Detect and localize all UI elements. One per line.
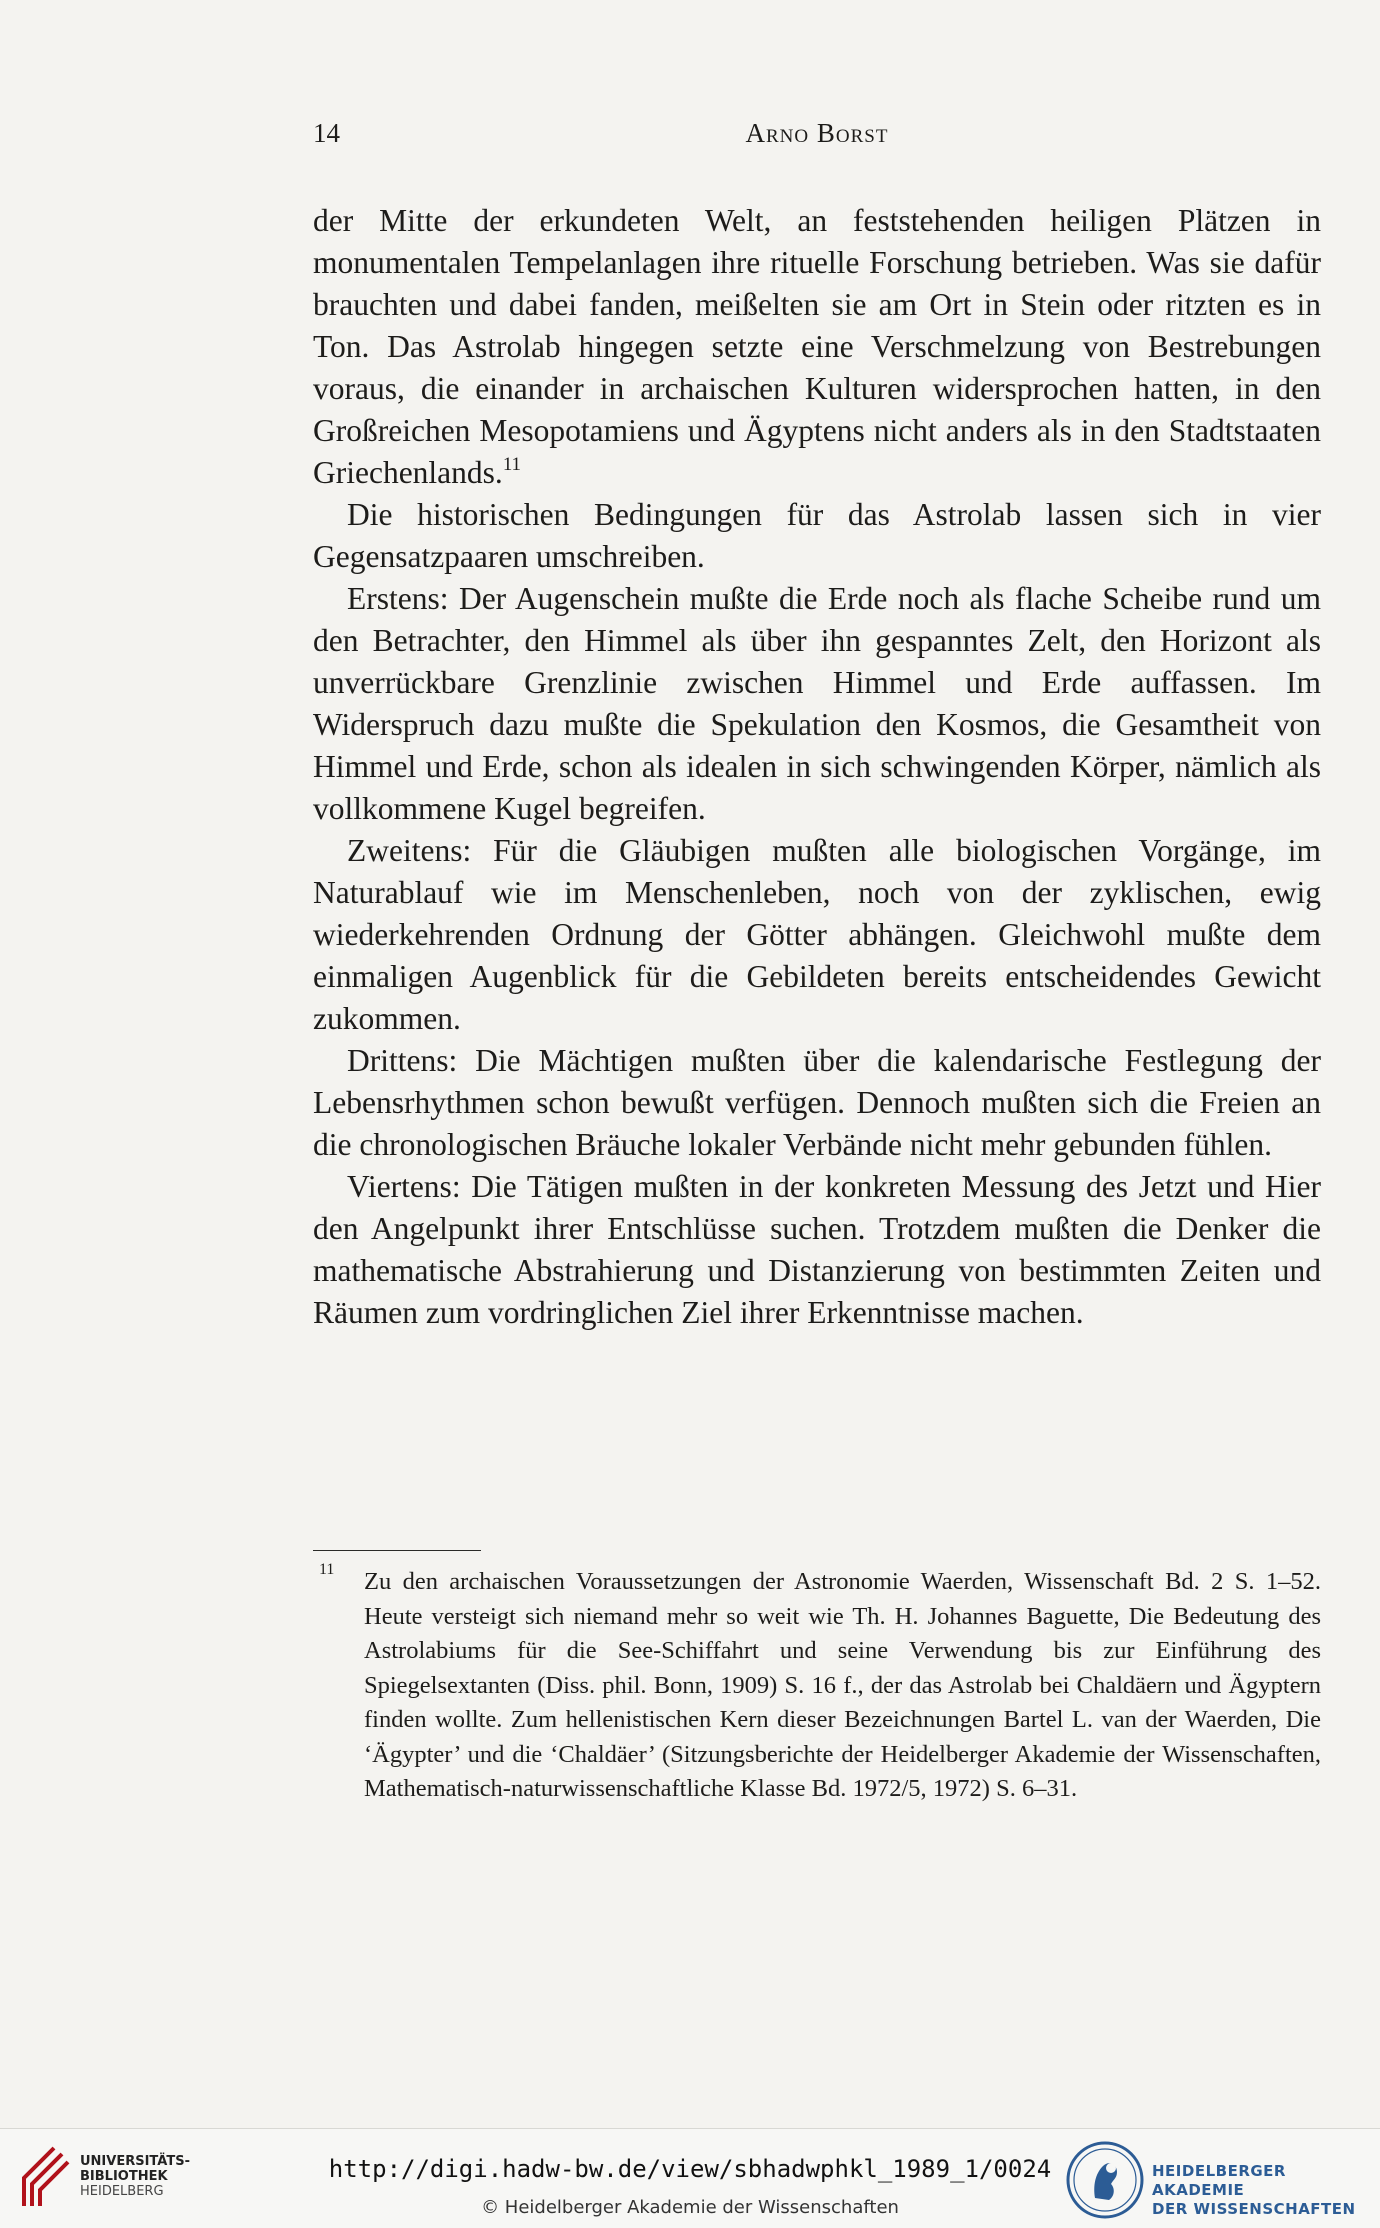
paragraph: Die historischen Bedingungen für das Astrolab lassen sich in vier Gegensatzpaaren umschreiben. [313,497,1321,574]
paragraph [313,200,1321,494]
university-library-name: UNIVERSITÄTS- BIBLIOTHEK HEIDELBERG [80,2154,190,2199]
footnote-divider [313,1550,481,1551]
running-title: Arno Borst [745,118,889,148]
footnote-number: 11 [319,1561,335,1578]
paragraph: Viertens: Die Tätigen mußten in der konkreten Messung des Jetzt und Hier den Angelpunkt ihrer Entschlüsse suchen. Trotzdem mußten die Denker die mathematische Abstrahierung und Distanzierung von bestimmten Zeiten und Räumen zum vordringlichen Ziel ihrer Erkenntnisse machen. [313,1169,1321,1330]
paragraph: Erstens: Der Augenschein mußte die Erde noch als flache Scheibe rund um den Betrachter, den Himmel als über ihn gespanntes Zelt, den Horizont als unverrückbare Grenzlinie zwischen Himmel und Erde auffassen. Im Widerspruch dazu mußte die Spekulation den Kosmos, die Gesamtheit von Himmel und Erde, schon als idealen in sich schwingenden Körper, nämlich als vollkommene Kugel begreifen. [313,581,1321,826]
body-text [313,200,1321,1334]
running-head [313,118,1321,158]
footnote-reference[interactable]: 11 [502,453,522,475]
academy-name: HEIDELBERGER AKADEMIE DER WISSENSCHAFTEN [1152,2162,1356,2218]
page-number: 14 [313,118,340,148]
footnote [313,1561,1321,1807]
paragraph: Zweitens: Für die Gläubigen mußten alle biologischen Vorgänge, im Naturablauf wie im Menschenleben, noch von der zyklischen, ewig wiederkehrenden Ordnung der Götter abhängen. Gleichwohl mußte dem einmaligen Augenblick für die Gebildeten bereits entscheidendes Gewicht zukommen. [313,833,1321,1036]
paragraph-text: der Mitte der erkundeten Welt, an feststehenden heiligen Plätzen in monumentalen Tempelanlagen ihre rituelle Forschung betrieben. Was sie dafür brauchten und dabei fanden, meißelten sie am Ort in Stein oder ritzten es in Ton. Das Astrolab hingegen setzte eine Verschmelzung von Bestrebungen voraus, die einander in archaischen Kulturen widersprochen hatten, in den Großreichen Mesopotamiens und Ägyptens nicht anders als in den Stadtstaaten Griechenlands. [313,203,1321,490]
academy-seal-icon [1065,2140,1145,2220]
digitization-footer [0,2128,1380,2228]
permalink-url[interactable]: http://digi.hadw-bw.de/view/sbhadwphkl_1989_1/0024 [328,2155,1052,2183]
footnotes [313,1561,1321,1807]
paragraph: Drittens: Die Mächtigen mußten über die kalendarische Festlegung der Lebensrhythmen schon bewußt verfügen. Dennoch mußten sich die Freien an die chronologischen Bräuche lokaler Verbände nicht mehr gebunden fühlen. [313,1043,1321,1162]
footnote-text: Zu den archaischen Voraussetzungen der Astronomie Waerden, Wissenschaft Bd. 2 S. 1–52. Heute versteigt sich niemand mehr so weit wie Th. H. Johannes Baguette, Die Bedeutung des Astrolabiums für die See-Schiffahrt und seine Verwendung bis zur Einführung des Spiegelsextanten (Diss. phil. Bonn, 1909) S. 16 f., der das Astrolab bei Chaldäern und Ägyptern finden wollte. Zum hellenistischen Kern dieser Bezeichnungen Bartel L. van der Waerden, Die ‘Ägypter’ und die ‘Chaldäer’ (Sitzungsberichte der Heidelberger Akademie der Wissenschaften, Mathematisch-naturwissenschaftliche Klasse Bd. 1972/5, 1972) S. 6–31. [364,1568,1321,1802]
copyright-notice: © Heidelberger Akademie der Wissenschaften [481,2197,899,2218]
